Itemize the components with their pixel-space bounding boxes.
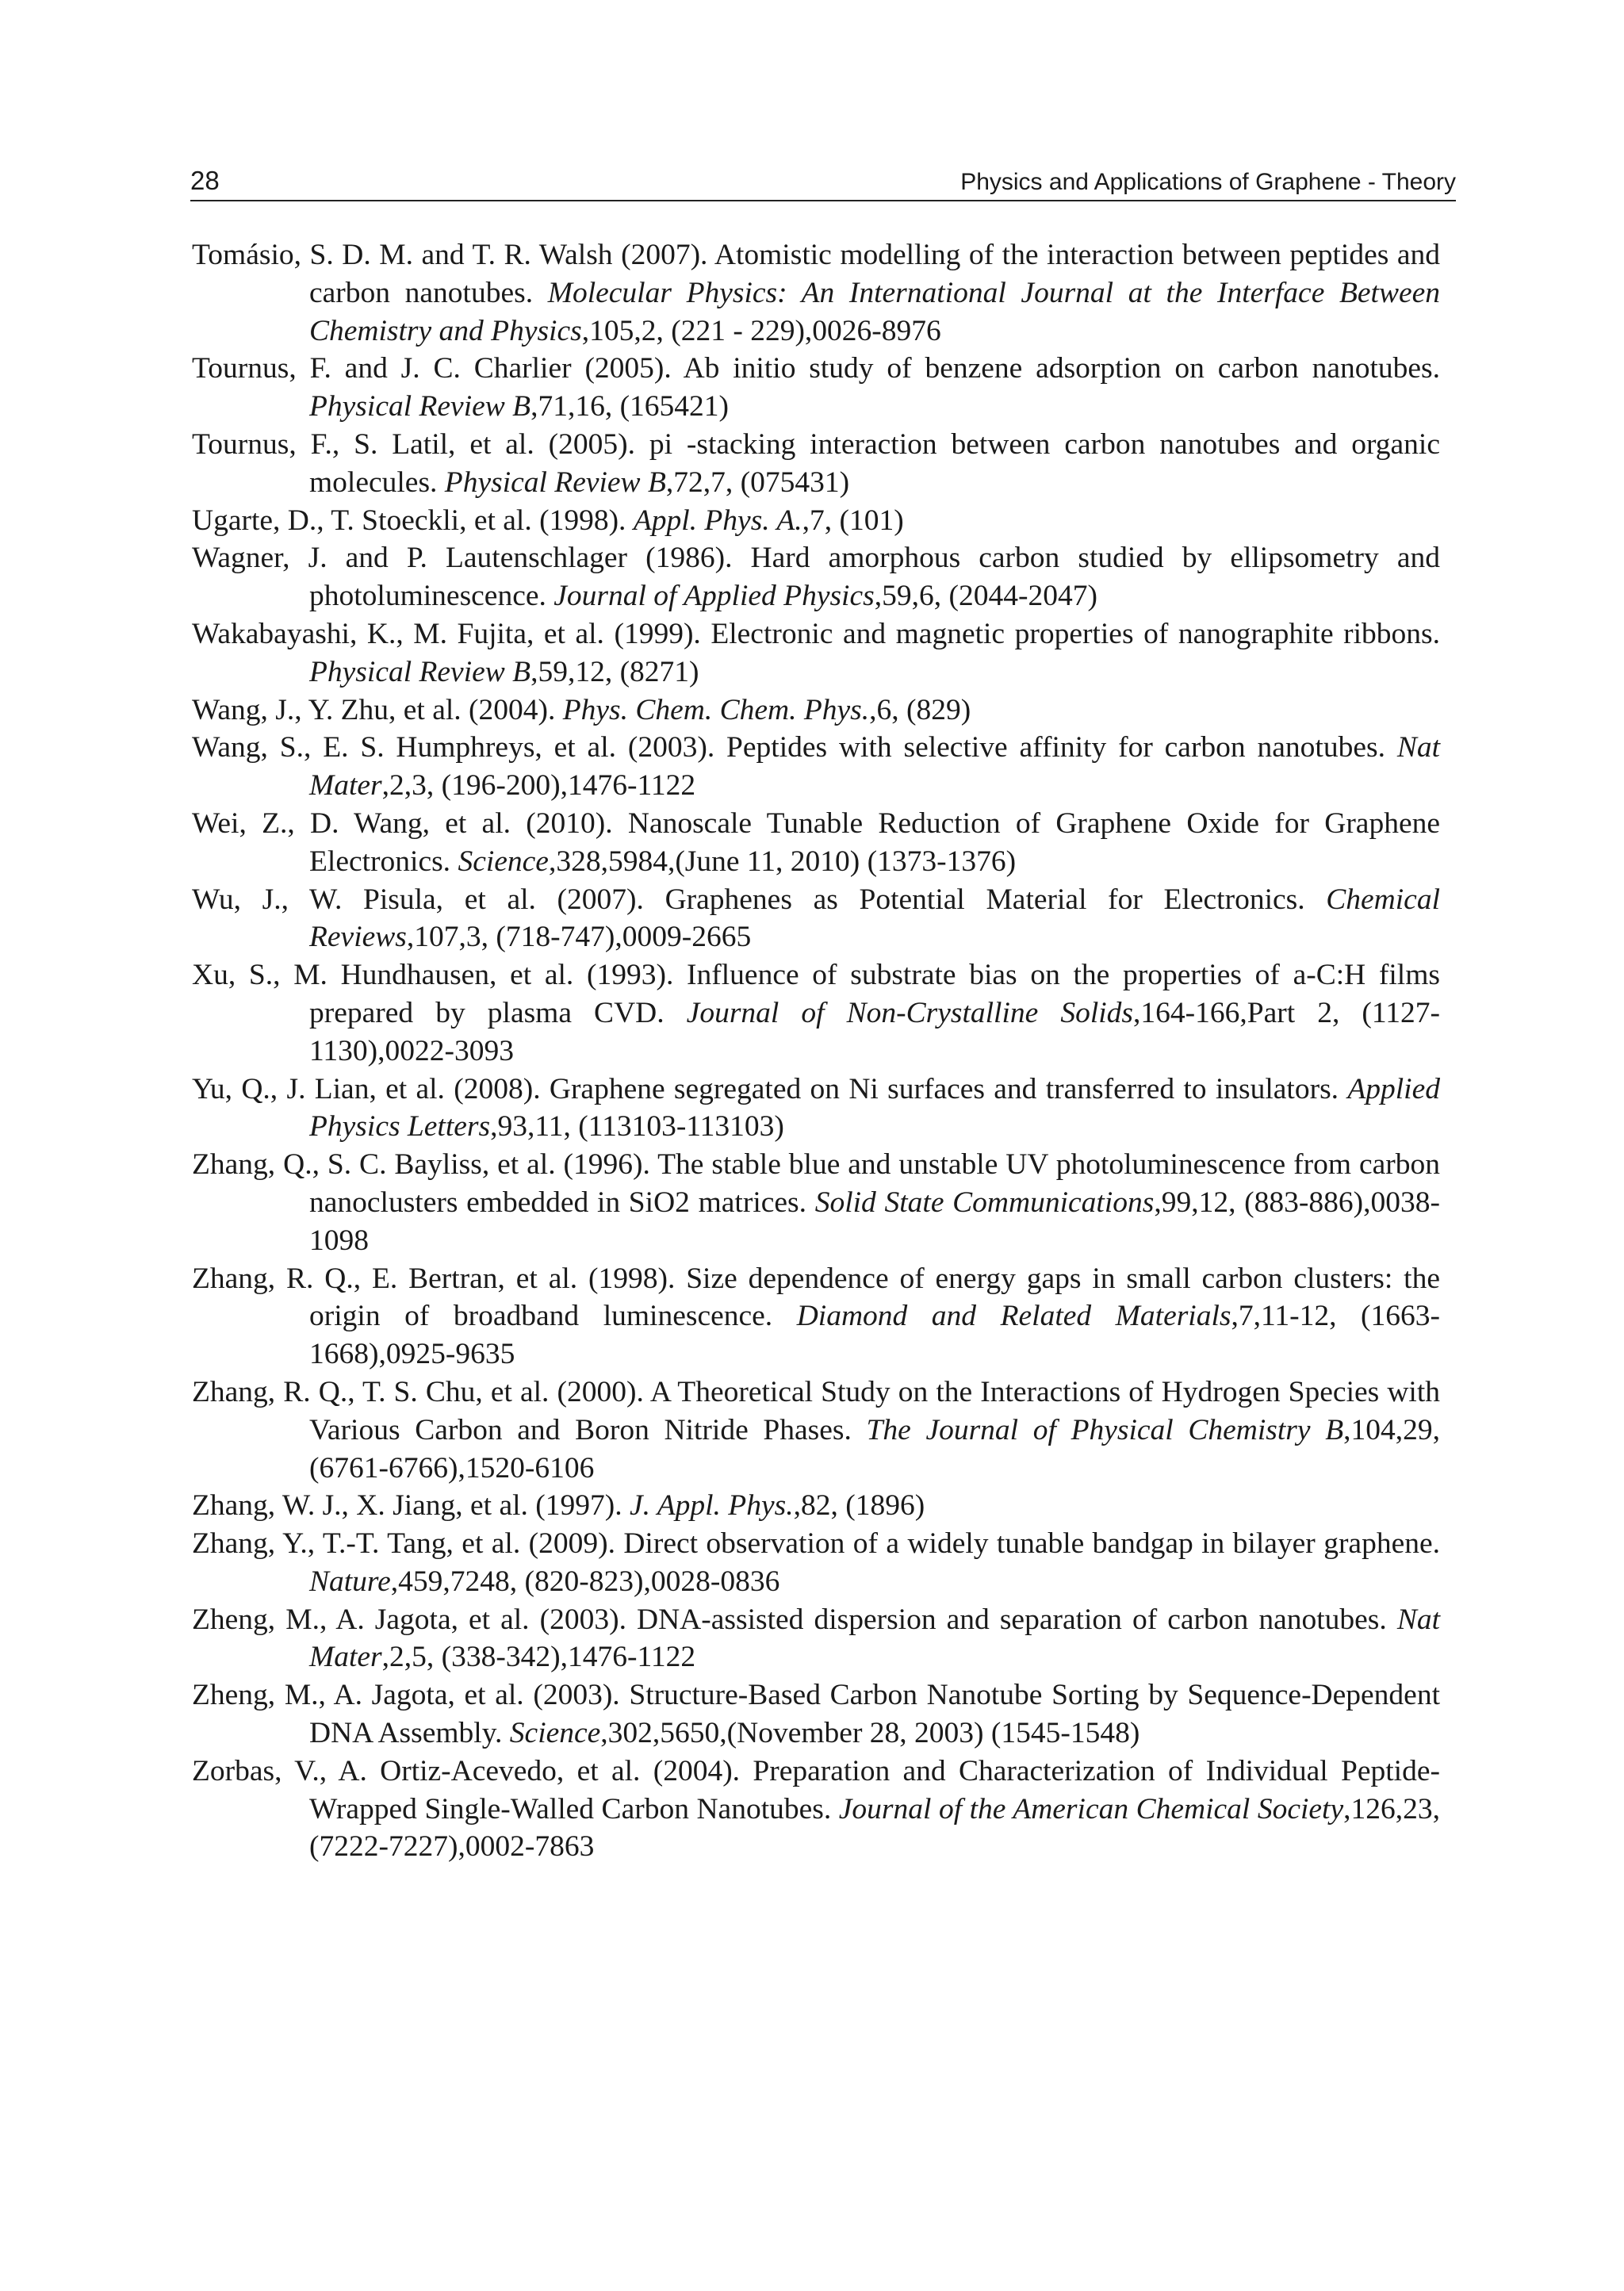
page-number: 28 — [190, 166, 220, 195]
reference-authors-title: Zhang, R. Q., E. Bertran, et al. (1998). Size dependence of energy gaps in small carbon clusters: the origin of broadband luminescence. — [192, 1262, 1440, 1333]
reference-item — [192, 350, 1440, 426]
reference-item — [192, 692, 1440, 730]
reference-authors-title: Zheng, M., A. Jagota, et al. (2003). DNA-assisted dispersion and separation of carbon nanotubes. — [192, 1603, 1397, 1636]
reference-details: ,72,7, (075431) — [665, 465, 850, 499]
reference-details: ,7, (101) — [802, 504, 904, 537]
reference-authors-title: Wang, J., Y. Zhu, et al. (2004). — [192, 693, 563, 726]
reference-journal: Applied Physics Letters — [309, 1072, 1440, 1144]
reference-authors-title: Ugarte, D., T. Stoeckli, et al. (1998). — [192, 504, 634, 537]
reference-journal: Appl. Phys. A. — [633, 504, 802, 537]
reference-journal: Journal of the American Chemical Society — [838, 1792, 1344, 1826]
reference-item — [192, 1601, 1440, 1677]
reference-authors-title: Wu, J., W. Pisula, et al. (2007). Graphenes as Potential Material for Electronics. — [192, 883, 1327, 916]
reference-item — [192, 729, 1440, 805]
reference-item — [192, 1525, 1440, 1601]
reference-details: ,302,5650,(November 28, 2003) (1545-1548) — [600, 1717, 1140, 1750]
reference-authors-title: Zhang, R. Q., T. S. Chu, et al. (2000). A Theoretical Study on the Interactions of Hydrogen Species with Various Carbon and Boron Nitride Phases. — [192, 1375, 1440, 1446]
reference-journal: Physical Review B — [309, 655, 531, 688]
reference-journal: Nat Mater — [309, 1603, 1440, 1674]
reference-authors-title: Tomásio, S. D. M. and T. R. Walsh (2007). Atomistic modelling of the interaction between peptides and carbon nanotubes. — [192, 239, 1440, 309]
reference-item — [192, 1753, 1440, 1866]
reference-journal: Science — [458, 845, 549, 878]
reference-journal: Diamond and Related Materials — [796, 1300, 1231, 1333]
running-title: Physics and Applications of Graphene - Theory — [960, 169, 1456, 195]
reference-item — [192, 1676, 1440, 1753]
reference-details: ,59,12, (8271) — [530, 655, 699, 688]
reference-item — [192, 426, 1440, 502]
reference-item — [192, 1146, 1440, 1259]
reference-details: ,104,29, (6761-6766),1520-6106 — [309, 1413, 1440, 1485]
reference-details: ,99,12, (883-886),0038-1098 — [309, 1186, 1440, 1257]
reference-authors-title: Zhang, Y., T.-T. Tang, et al. (2009). Direct observation of a widely tunable bandgap in bilayer graphene. — [192, 1527, 1440, 1561]
reference-authors-title: Wei, Z., D. Wang, et al. (2010). Nanoscale Tunable Reduction of Graphene Oxide for Graphene Electronics. — [192, 806, 1440, 878]
reference-details: ,71,16, (165421) — [530, 390, 730, 423]
reference-item — [192, 1260, 1440, 1373]
reference-journal: Solid State Communications — [814, 1186, 1155, 1219]
reference-authors-title: Wakabayashi, K., M. Fujita, et al. (1999). Electronic and magnetic properties of nanographite ribbons. — [192, 617, 1440, 650]
reference-item — [192, 539, 1440, 615]
page-header — [190, 163, 1456, 201]
reference-authors-title: Yu, Q., J. Lian, et al. (2008). Graphene segregated on Ni surfaces and transferred to insulators. — [192, 1072, 1348, 1105]
reference-item — [192, 615, 1440, 692]
reference-details: ,59,6, (2044-2047) — [874, 580, 1097, 613]
reference-item — [192, 1373, 1440, 1487]
reference-journal: Journal of Applied Physics — [553, 580, 875, 613]
reference-authors-title: Zhang, Q., S. C. Bayliss, et al. (1996). The stable blue and unstable UV photoluminescence from carbon nanoclusters embedded in SiO2 matrices. — [192, 1148, 1440, 1219]
reference-details: ,93,11, (113103-113103) — [490, 1110, 784, 1144]
reference-authors-title: Zhang, W. J., X. Jiang, et al. (1997). — [192, 1489, 630, 1523]
reference-list — [192, 236, 1440, 1866]
reference-item — [192, 805, 1440, 881]
reference-journal: Molecular Physics: An International Journal at the Interface Between Chemistry and Physics — [309, 276, 1440, 347]
reference-details: ,2,3, (196-200),1476-1122 — [381, 769, 696, 803]
reference-journal: The Journal of Physical Chemistry B — [866, 1413, 1344, 1446]
reference-journal: Physical Review B — [309, 390, 531, 423]
reference-details: ,126,23, (7222-7227),0002-7863 — [309, 1792, 1440, 1864]
reference-authors-title: Wagner, J. and P. Lautenschlager (1986). Hard amorphous carbon studied by ellipsometry and photoluminescence. — [192, 542, 1440, 613]
reference-details: ,328,5984,(June 11, 2010) (1373-1376) — [548, 845, 1017, 878]
reference-item — [192, 956, 1440, 1070]
reference-authors-title: Tournus, F., S. Latil, et al. (2005). pi -stacking interaction between carbon nanotubes and organic molecules. — [192, 427, 1440, 499]
reference-item — [192, 1071, 1440, 1147]
reference-item — [192, 881, 1440, 957]
reference-authors-title: Tournus, F. and J. C. Charlier (2005). Ab initio study of benzene adsorption on carbon nanotubes. — [192, 352, 1440, 385]
reference-journal: Chemical Reviews — [309, 883, 1440, 954]
reference-journal: J. Appl. Phys. — [630, 1489, 794, 1523]
reference-authors-title: Zheng, M., A. Jagota, et al. (2003). Structure-Based Carbon Nanotube Sorting by Sequence-Dependent DNA Assembly. — [192, 1679, 1440, 1750]
reference-journal: Nature — [309, 1565, 391, 1598]
reference-details: ,105,2, (221 - 229),0026-8976 — [581, 314, 941, 347]
reference-item — [192, 502, 1440, 540]
reference-journal: Science — [509, 1717, 601, 1750]
reference-details: ,6, (829) — [869, 693, 971, 726]
reference-authors-title: Xu, S., M. Hundhausen, et al. (1993). Influence of substrate bias on the properties of a-C:H films prepared by plasma CVD. — [192, 959, 1440, 1029]
reference-journal: Journal of Non-Crystalline Solids — [686, 996, 1134, 1029]
reference-details: ,459,7248, (820-823),0028-0836 — [390, 1565, 780, 1598]
reference-details: ,107,3, (718-747),0009-2665 — [406, 921, 752, 954]
reference-journal: Phys. Chem. Chem. Phys. — [562, 693, 870, 726]
reference-journal: Nat Mater — [309, 731, 1440, 803]
reference-details: ,7,11-12, (1663-1668),0925-9635 — [309, 1300, 1440, 1371]
reference-authors-title: Wang, S., E. S. Humphreys, et al. (2003). Peptides with selective affinity for carbon nanotubes. — [192, 731, 1397, 764]
reference-details: ,2,5, (338-342),1476-1122 — [381, 1641, 696, 1674]
reference-details: ,82, (1896) — [793, 1489, 925, 1523]
reference-item — [192, 236, 1440, 350]
reference-item — [192, 1487, 1440, 1525]
reference-journal: Physical Review B — [444, 465, 666, 499]
reference-authors-title: Zorbas, V., A. Ortiz-Acevedo, et al. (2004). Preparation and Characterization of Individual Peptide-Wrapped Single-Walled Carbon Nanotubes. — [192, 1754, 1440, 1826]
reference-details: ,164-166,Part 2, (1127-1130),0022-3093 — [309, 996, 1441, 1067]
